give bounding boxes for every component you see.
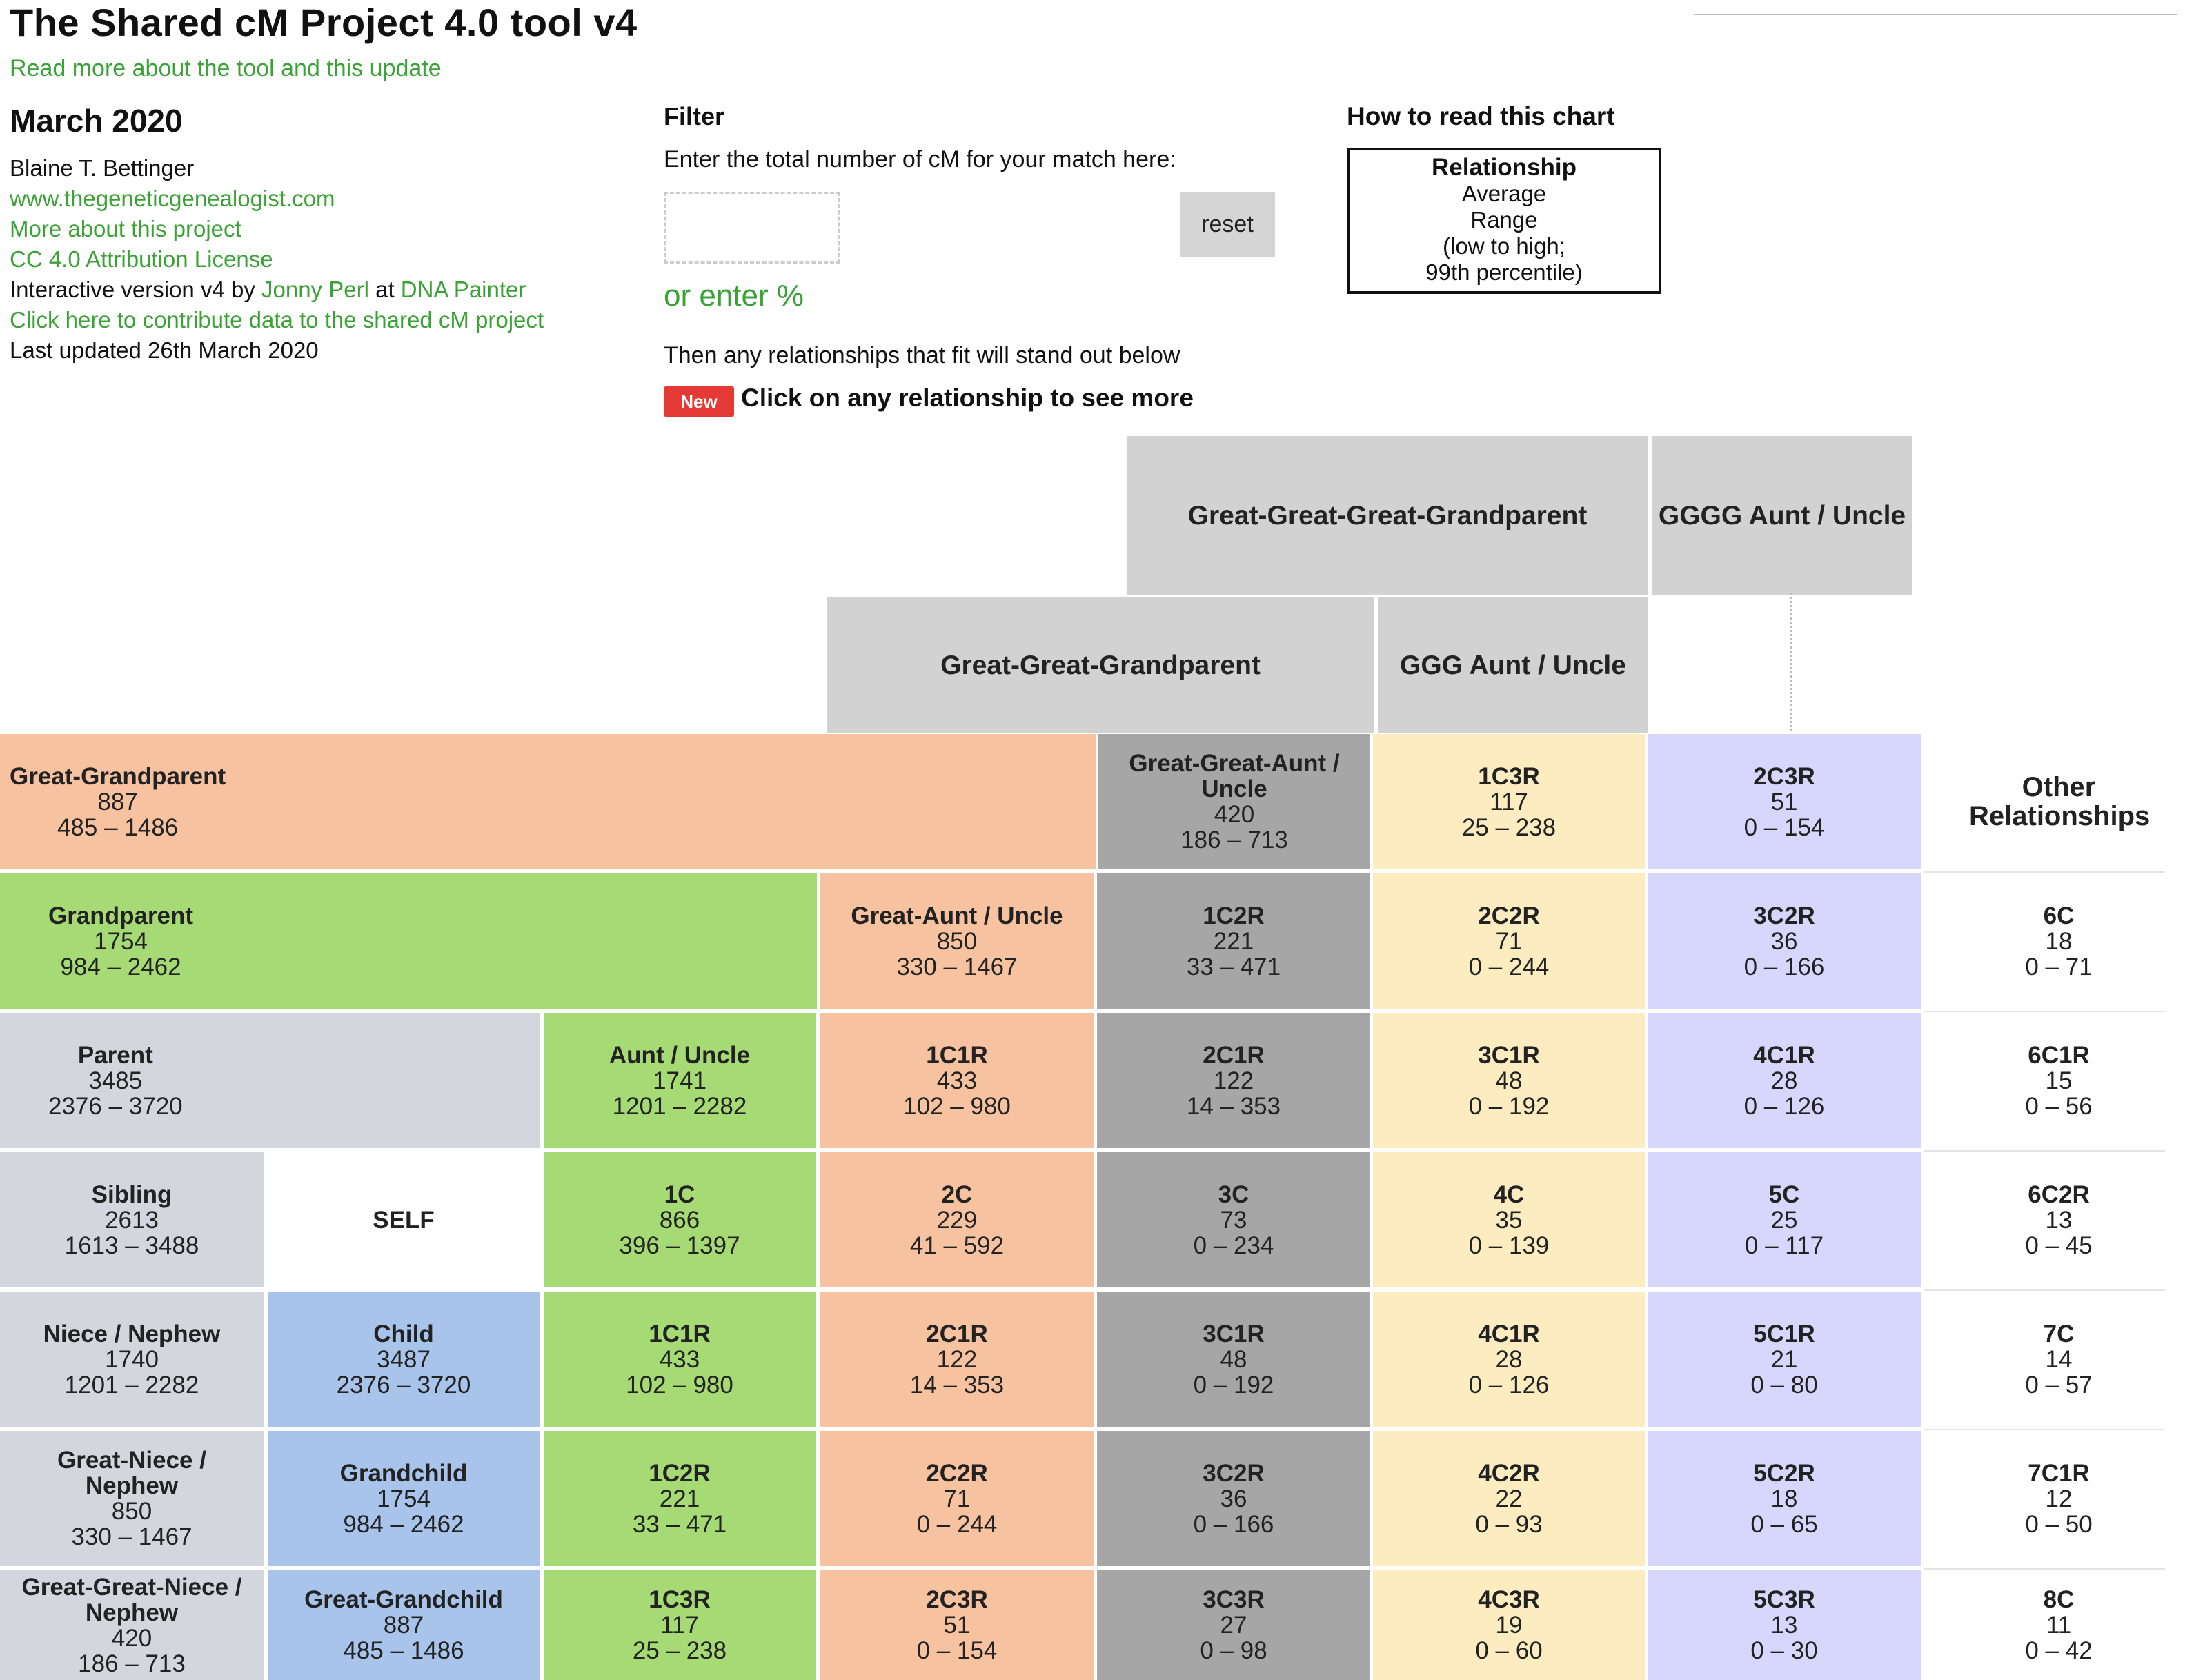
cell-r3-5c[interactable]	[1648, 1152, 1921, 1287]
cell-avg: 221	[659, 1485, 700, 1512]
cell-name: Great-Aunt / Uncle	[851, 902, 1063, 929]
cell-range: 33 – 471	[1186, 953, 1281, 980]
cell-range: 0 – 126	[1743, 1092, 1825, 1120]
reset-button[interactable]: reset	[1180, 192, 1275, 257]
cell-avg: 18	[2045, 927, 2073, 955]
cell-name: Parent	[77, 1041, 153, 1069]
credit-prefix: Interactive version v4 by	[10, 277, 261, 302]
cell-great-niece[interactable]	[0, 1431, 264, 1566]
cell-great-aunt[interactable]	[820, 873, 1094, 1009]
read-more-link[interactable]: Read more about the tool and this update	[10, 55, 442, 81]
cell-avg: 71	[943, 1485, 971, 1512]
cell-name: 4C1R	[1478, 1320, 1540, 1347]
cell-range: 396 – 1397	[619, 1232, 740, 1259]
legend-average: Average	[1461, 181, 1547, 206]
cell-avg: 73	[1220, 1206, 1247, 1234]
cm-input[interactable]	[664, 192, 840, 264]
cell-avg: 48	[1495, 1067, 1523, 1094]
header-gggg-aunt-uncle[interactable]: GGGG Aunt / Uncle	[1652, 436, 1912, 595]
cell-r5-1c2r[interactable]	[544, 1431, 816, 1566]
cell-range: 0 – 192	[1193, 1371, 1274, 1399]
cell-avg: 35	[1495, 1206, 1523, 1234]
cell-r0-2c3r[interactable]	[1648, 734, 1921, 869]
cell-r4-4c1r[interactable]	[1373, 1292, 1645, 1427]
cell-avg: 13	[1770, 1612, 1798, 1639]
cell-name: 1C2R	[649, 1459, 711, 1487]
cell-avg: 420	[111, 1624, 152, 1652]
cell-name: 4C1R	[1753, 1041, 1815, 1069]
cell-name: 2C2R	[1478, 902, 1540, 929]
cell-avg: 18	[1770, 1485, 1798, 1512]
cell-avg: 1754	[94, 927, 148, 955]
filter-instruction: Enter the total number of cM for your match here:	[664, 146, 1176, 172]
cell-name: 4C3R	[1478, 1586, 1540, 1613]
click-hint: Click on any relationship to see more	[741, 384, 1194, 412]
cell-r5-5c2r[interactable]	[1648, 1431, 1921, 1566]
header-other-relationships	[1924, 734, 2194, 869]
cell-range: 0 – 117	[1744, 1232, 1824, 1259]
page-title: The Shared cM Project 4.0 tool v4	[10, 1, 638, 44]
credit-mid: at	[368, 277, 401, 302]
cell-avg: 850	[936, 927, 978, 955]
cell-name: Great-Grandparent	[10, 762, 226, 790]
cell-r3-4c[interactable]	[1373, 1152, 1645, 1287]
cell-range: 102 – 980	[626, 1371, 733, 1399]
cell-name: 5C3R	[1753, 1586, 1815, 1613]
cell-r6-3c3r[interactable]	[1097, 1570, 1370, 1680]
cell-range: 0 – 126	[1468, 1371, 1550, 1399]
cell-name: 4C	[1493, 1180, 1525, 1208]
cell-range: 485 – 1486	[57, 813, 179, 841]
legend-relationship: Relationship	[1431, 154, 1577, 181]
cell-range: 0 – 98	[1200, 1637, 1267, 1664]
cell-name: 5C	[1768, 1180, 1800, 1208]
cell-avg: 36	[1220, 1485, 1247, 1512]
cell-name: 1C3R	[1478, 762, 1540, 790]
cell-name: 8C	[2043, 1586, 2075, 1613]
cell-avg: 28	[1770, 1067, 1798, 1094]
cell-range: 0 – 234	[1193, 1232, 1274, 1259]
cell-range: 0 – 154	[1743, 813, 1825, 841]
cell-name: Great-Grandchild	[304, 1586, 503, 1613]
header-gggg-grandparent[interactable]: Great-Great-Great-Grandparent	[1127, 436, 1648, 595]
cell-r2-6c1r[interactable]	[1924, 1013, 2194, 1148]
cell-name: Grandchild	[339, 1459, 468, 1487]
cell-r6-5c3r[interactable]	[1648, 1570, 1921, 1680]
legend-note-1: (low to high;	[1443, 233, 1565, 259]
how-to-read-title: How to read this chart	[1347, 102, 1615, 130]
cell-r4-3c1r[interactable]	[1097, 1292, 1370, 1427]
cell-avg: 117	[660, 1612, 699, 1639]
site-link[interactable]: www.thegeneticgenealogist.com	[10, 186, 335, 211]
cell-avg: 2613	[105, 1206, 159, 1234]
new-badge: New	[664, 386, 734, 417]
cell-r5-4c2r[interactable]	[1373, 1431, 1645, 1566]
cell-name: 3C3R	[1203, 1586, 1265, 1613]
cell-avg: 887	[383, 1612, 424, 1639]
cell-range: 984 – 2462	[343, 1510, 464, 1538]
cell-avg: 51	[1770, 788, 1798, 816]
cell-range: 2376 – 3720	[336, 1371, 471, 1399]
legend-range: Range	[1470, 207, 1538, 233]
cell-name: 5C1R	[1753, 1320, 1815, 1347]
cell-name: 1C1R	[926, 1041, 988, 1069]
cell-range: 0 – 166	[1743, 953, 1825, 980]
cell-avg: 25	[1770, 1206, 1798, 1234]
cell-avg: 117	[1490, 788, 1528, 816]
cell-grandchild[interactable]	[268, 1431, 540, 1566]
cell-range: 14 – 353	[1186, 1092, 1281, 1120]
cell-name: 6C2R	[2028, 1180, 2090, 1208]
cell-range: 0 – 244	[916, 1510, 998, 1538]
cell-avg: 887	[97, 788, 138, 816]
row-separator	[1924, 1568, 2165, 1570]
cell-range: 0 – 93	[1475, 1510, 1543, 1538]
cell-r2-4c1r[interactable]	[1648, 1013, 1921, 1148]
cell-r4-5c1r[interactable]	[1648, 1292, 1921, 1427]
jonny-perl-link[interactable]: Jonny Perl	[261, 277, 369, 302]
filter-title: Filter	[664, 102, 725, 130]
cell-self	[268, 1152, 540, 1287]
cell-range: 0 – 45	[2025, 1232, 2093, 1259]
cell-name: 7C	[2043, 1320, 2075, 1347]
cell-range: 330 – 1467	[896, 953, 1018, 980]
connector-line	[1790, 593, 1792, 731]
legend-box	[1347, 148, 1661, 294]
cell-range: 102 – 980	[903, 1092, 1011, 1120]
cell-name: 7C1R	[2028, 1459, 2090, 1487]
cell-avg: 19	[1495, 1612, 1523, 1639]
row-separator	[1924, 1150, 2165, 1152]
cell-avg: 28	[1495, 1345, 1523, 1373]
cell-avg: 122	[936, 1345, 978, 1373]
cell-range: 330 – 1467	[71, 1523, 192, 1550]
cell-range: 25 – 238	[632, 1637, 727, 1664]
cell-parent[interactable]	[0, 1013, 540, 1148]
cell-r1-3c2r[interactable]	[1648, 873, 1921, 1009]
cell-range: 41 – 592	[909, 1232, 1005, 1259]
cell-avg: 71	[1495, 927, 1523, 955]
cell-avg: 36	[1770, 927, 1798, 955]
cell-r6-8c[interactable]	[1924, 1570, 2194, 1680]
other-relationships-label: Other Relationships	[1969, 772, 2151, 831]
cell-avg: 15	[2045, 1067, 2073, 1094]
cell-name: 3C1R	[1203, 1320, 1265, 1347]
last-updated: Last updated 26th March 2020	[10, 337, 319, 363]
cell-name: 2C3R	[926, 1586, 988, 1613]
enter-percent-link[interactable]: or enter %	[664, 279, 804, 313]
cell-name: Grandparent	[48, 902, 194, 929]
cell-avg: 27	[1220, 1612, 1247, 1639]
cell-avg: 11	[2046, 1612, 2072, 1639]
cell-name: SELF	[373, 1206, 435, 1234]
cell-range: 0 – 192	[1468, 1092, 1550, 1120]
cell-avg: 433	[936, 1067, 978, 1094]
row-separator	[1924, 1011, 2165, 1012]
cell-r5-7c1r[interactable]	[1924, 1431, 2194, 1566]
cell-range: 984 – 2462	[60, 953, 181, 980]
cell-r3-6c2r[interactable]	[1924, 1152, 2194, 1287]
cell-r4-1c1r[interactable]	[544, 1292, 816, 1427]
cell-avg: 420	[1214, 801, 1255, 828]
cell-r1-6c[interactable]	[1924, 873, 2194, 1009]
cell-range: 0 – 71	[2025, 953, 2093, 980]
cell-r1-2c2r[interactable]	[1373, 873, 1645, 1009]
cell-range: 0 – 56	[2025, 1092, 2093, 1120]
cell-range: 0 – 30	[1750, 1637, 1818, 1664]
cell-name: Aunt / Uncle	[609, 1041, 751, 1069]
cell-r3-3c[interactable]	[1097, 1152, 1370, 1287]
cell-range: 2376 – 3720	[48, 1092, 183, 1120]
cell-name: Great-Great-Niece / Nephew	[21, 1573, 242, 1626]
cell-name: 2C3R	[1753, 762, 1815, 790]
cell-avg: 22	[1495, 1485, 1523, 1512]
cell-range: 186 – 713	[78, 1650, 186, 1677]
cell-name: 2C	[941, 1180, 973, 1208]
cell-avg: 3485	[88, 1067, 143, 1094]
cell-avg: 1741	[653, 1067, 706, 1094]
cell-range: 0 – 42	[2025, 1637, 2093, 1664]
cell-avg: 12	[2045, 1485, 2073, 1512]
cell-avg: 3487	[377, 1345, 431, 1373]
cell-range: 0 – 57	[2025, 1371, 2093, 1399]
cell-r6-4c3r[interactable]	[1373, 1570, 1645, 1680]
cell-range: 0 – 166	[1193, 1510, 1274, 1538]
cell-r6-2c3r[interactable]	[820, 1570, 1094, 1680]
cell-range: 186 – 713	[1180, 827, 1288, 853]
header-ggg-aunt-uncle[interactable]: GGG Aunt / Uncle	[1378, 597, 1648, 733]
dna-painter-link[interactable]: DNA Painter	[400, 277, 526, 302]
cell-grandparent[interactable]	[0, 873, 817, 1009]
cell-range: 0 – 50	[2025, 1510, 2093, 1538]
cell-range: 0 – 65	[1750, 1510, 1818, 1538]
cell-name: Sibling	[91, 1180, 172, 1208]
cell-avg: 48	[1220, 1345, 1247, 1373]
cell-avg: 433	[659, 1345, 700, 1373]
cell-name: 3C2R	[1203, 1459, 1265, 1487]
cell-avg: 51	[943, 1612, 971, 1639]
cell-name: 2C2R	[926, 1459, 988, 1487]
cell-r6-1c3r[interactable]	[544, 1570, 816, 1680]
info-block	[10, 153, 544, 366]
cell-range: 0 – 244	[1468, 953, 1550, 980]
cell-aunt-uncle[interactable]	[544, 1013, 816, 1148]
cell-range: 25 – 238	[1461, 813, 1556, 841]
cell-avg: 14	[2045, 1345, 2073, 1373]
cell-range: 1201 – 2282	[612, 1092, 747, 1120]
cell-range: 1201 – 2282	[64, 1371, 199, 1399]
cell-avg: 866	[659, 1206, 700, 1234]
cell-avg: 221	[1213, 927, 1254, 955]
cell-great-great-niece[interactable]	[0, 1570, 264, 1680]
cell-great-grandchild[interactable]	[268, 1570, 540, 1680]
cell-name: Great-Great-Aunt / Uncle	[1129, 750, 1340, 802]
cell-name: 2C1R	[926, 1320, 988, 1347]
cell-range: 33 – 471	[632, 1510, 727, 1538]
cell-range: 14 – 353	[909, 1371, 1005, 1399]
cell-name: 6C	[2043, 902, 2075, 929]
cell-name: 6C1R	[2028, 1041, 2090, 1069]
divider	[1694, 14, 2177, 15]
filter-note: Then any relationships that fit will stand out below	[664, 342, 1180, 368]
cell-r3-2c[interactable]	[820, 1152, 1094, 1287]
cell-name: 1C1R	[649, 1320, 711, 1347]
cell-range: 0 – 139	[1468, 1232, 1550, 1259]
cell-name: 3C2R	[1753, 902, 1815, 929]
interactive-credit	[10, 275, 544, 305]
cell-name: 1C3R	[649, 1586, 711, 1613]
cell-range: 0 – 154	[916, 1637, 998, 1664]
cell-r0-1c3r[interactable]	[1373, 734, 1645, 869]
date-heading: March 2020	[10, 103, 183, 139]
cell-child[interactable]	[268, 1292, 540, 1427]
cell-name: 1C	[664, 1180, 695, 1208]
cell-r5-3c2r[interactable]	[1097, 1431, 1370, 1566]
cell-name: 5C2R	[1753, 1459, 1815, 1487]
more-about-link[interactable]: More about this project	[10, 216, 241, 241]
cell-r1-1c2r[interactable]	[1097, 873, 1370, 1009]
cell-name: 1C2R	[1203, 902, 1265, 929]
cell-niece-nephew[interactable]	[0, 1292, 264, 1427]
cell-name: 2C1R	[1203, 1041, 1265, 1069]
cell-name: Niece / Nephew	[43, 1320, 221, 1347]
cell-name: Child	[373, 1320, 434, 1347]
cell-great-great-aunt[interactable]	[1098, 734, 1370, 869]
cell-range: 0 – 60	[1475, 1637, 1543, 1664]
cell-range: 1613 – 3488	[64, 1232, 199, 1259]
cell-avg: 1740	[105, 1345, 159, 1373]
contribute-link[interactable]: Click here to contribute data to the shared cM project	[10, 307, 544, 333]
cell-name: 3C1R	[1478, 1041, 1540, 1069]
cell-name: 4C2R	[1478, 1459, 1540, 1487]
row-separator	[1924, 871, 2165, 873]
cell-range: 0 – 80	[1750, 1371, 1818, 1399]
cell-sibling[interactable]	[0, 1152, 264, 1287]
cell-great-grandparent[interactable]	[0, 734, 1096, 869]
row-separator	[1924, 1289, 2165, 1291]
cell-avg: 229	[936, 1206, 978, 1234]
cell-name: 3C	[1218, 1180, 1249, 1208]
cell-r4-7c[interactable]	[1924, 1292, 2194, 1427]
cell-avg: 850	[111, 1498, 152, 1525]
license-link[interactable]: CC 4.0 Attribution License	[10, 246, 273, 272]
cell-r2-3c1r[interactable]	[1373, 1013, 1645, 1148]
header-ggg-grandparent[interactable]: Great-Great-Grandparent	[827, 597, 1374, 733]
cell-r2-2c1r[interactable]	[1097, 1013, 1370, 1148]
cell-avg: 122	[1213, 1067, 1254, 1094]
cell-avg: 13	[2045, 1206, 2073, 1234]
cell-avg: 21	[1770, 1345, 1798, 1373]
cell-r2-1c1r[interactable]	[820, 1013, 1094, 1148]
cell-range: 485 – 1486	[343, 1637, 464, 1664]
author-name: Blaine T. Bettinger	[10, 155, 195, 181]
cell-avg: 1754	[377, 1485, 431, 1512]
cell-r5-2c2r[interactable]	[820, 1431, 1094, 1566]
row-separator	[1924, 1429, 2165, 1430]
cell-name: Great-Niece / Nephew	[57, 1447, 206, 1499]
cell-r3-1c[interactable]	[544, 1152, 816, 1287]
legend-note-2: 99th percentile)	[1425, 259, 1583, 285]
cell-r4-2c1r[interactable]	[820, 1292, 1094, 1427]
